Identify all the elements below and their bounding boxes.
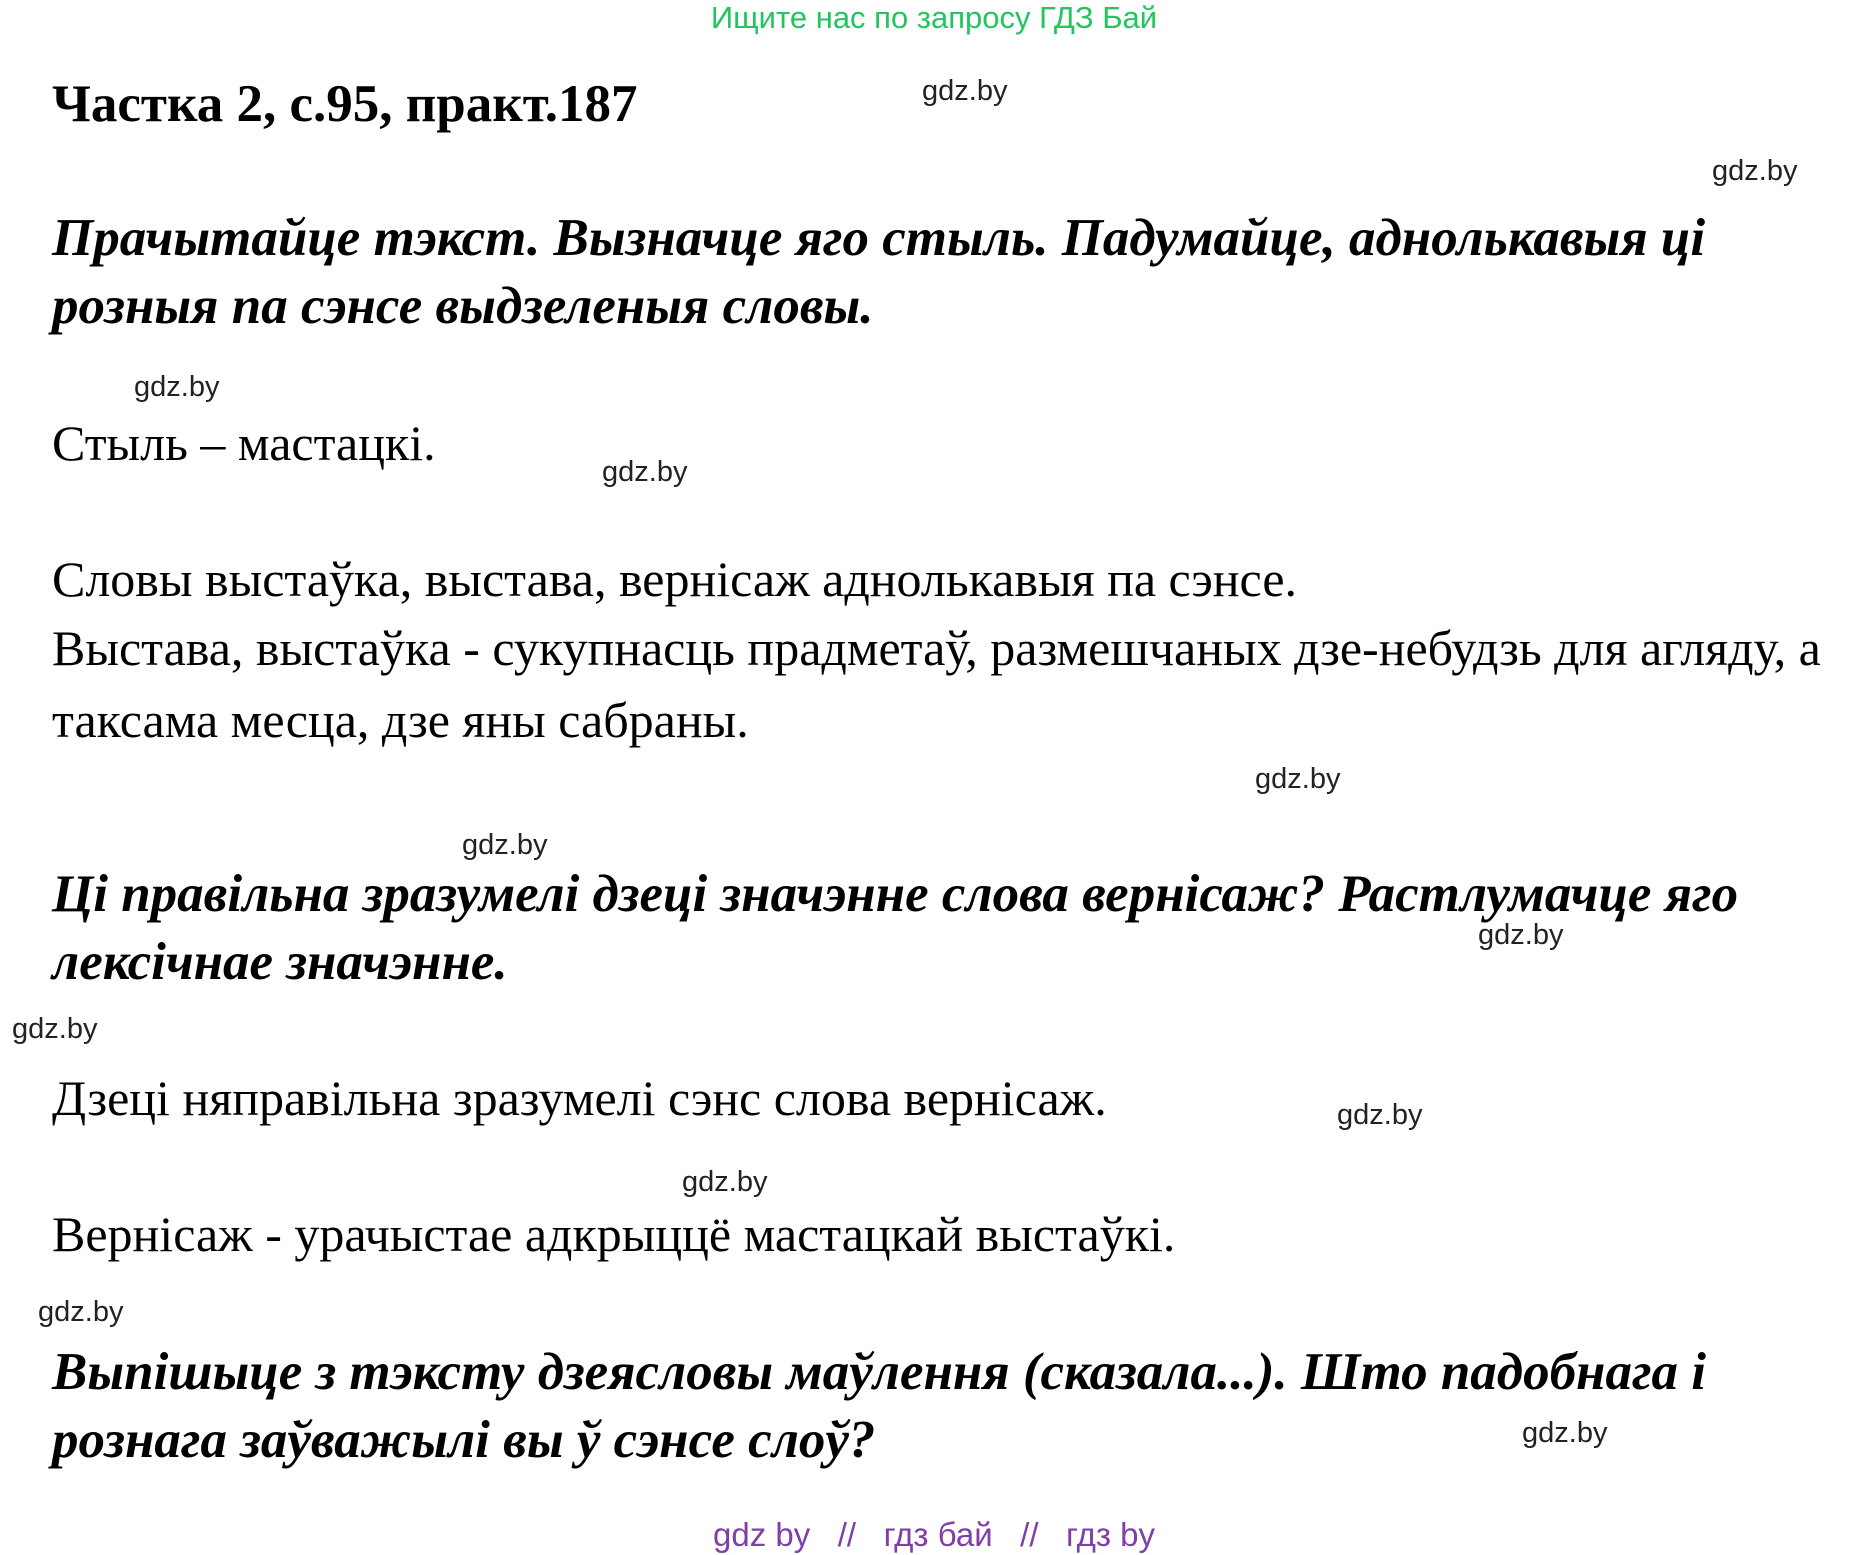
watermark: gdz.by xyxy=(134,371,220,403)
footer-link-gdz-by-ru[interactable]: гдз by xyxy=(1066,1516,1155,1553)
watermark: gdz.by xyxy=(922,75,1008,107)
watermark: gdz.by xyxy=(1478,919,1564,951)
footer-separator: // xyxy=(1020,1516,1039,1553)
top-banner: Ищите нас по запросу ГДЗ Бай xyxy=(710,0,1158,35)
watermark: gdz.by xyxy=(1522,1417,1608,1449)
task-2: Ці правільна зразумелі дзеці значэнне слова вернісаж? Растлумачце яго лексічнае значэнне. xyxy=(52,865,1739,991)
footer-link-gdz-bai[interactable]: гдз бай xyxy=(883,1516,993,1553)
answer-definition: Выстава, выстаўка - сукупнасць прадметаў, размешчаных дзе-небудзь для агляду, а таксама месца, дзе яны сабраны. xyxy=(52,620,1821,748)
watermark: gdz.by xyxy=(462,829,548,861)
watermark: gdz.by xyxy=(38,1296,124,1328)
footer-separator: // xyxy=(837,1516,857,1553)
watermark: gdz.by xyxy=(1337,1099,1423,1131)
answer-style: Стыль – мастацкі. xyxy=(52,415,436,471)
answer-same-meaning: Словы выстаўка, выстава, вернісаж аднолькавыя па сэнсе. xyxy=(52,551,1298,607)
page-title: Частка 2, с.95, практ.187 xyxy=(52,75,638,133)
watermark: gdz.by xyxy=(12,1013,98,1045)
footer xyxy=(0,1515,1868,1555)
watermark: gdz.by xyxy=(682,1166,768,1198)
answer-vernissage: Вернісаж - урачыстае адкрыццё мастацкай выстаўкі. xyxy=(52,1206,1176,1262)
watermark: gdz.by xyxy=(1712,155,1798,187)
task-1: Прачытайце тэкст. Вызначце яго стыль. Падумайце, аднолькавыя ці розныя па сэнсе выдзеленыя словы. xyxy=(52,209,1706,335)
watermark: gdz.by xyxy=(602,456,688,488)
task-3: Выпішыце з тэксту дзеясловы маўлення (сказала...). Што падобнага і рознага заўважылі вы ў сэнсе слоў? xyxy=(52,1343,1706,1469)
answer-misunderstood: Дзеці няправільна зразумелі сэнс слова вернісаж. xyxy=(52,1070,1107,1126)
footer-link-gdz-by[interactable]: gdz by xyxy=(713,1516,811,1553)
watermark: gdz.by xyxy=(1255,763,1341,795)
